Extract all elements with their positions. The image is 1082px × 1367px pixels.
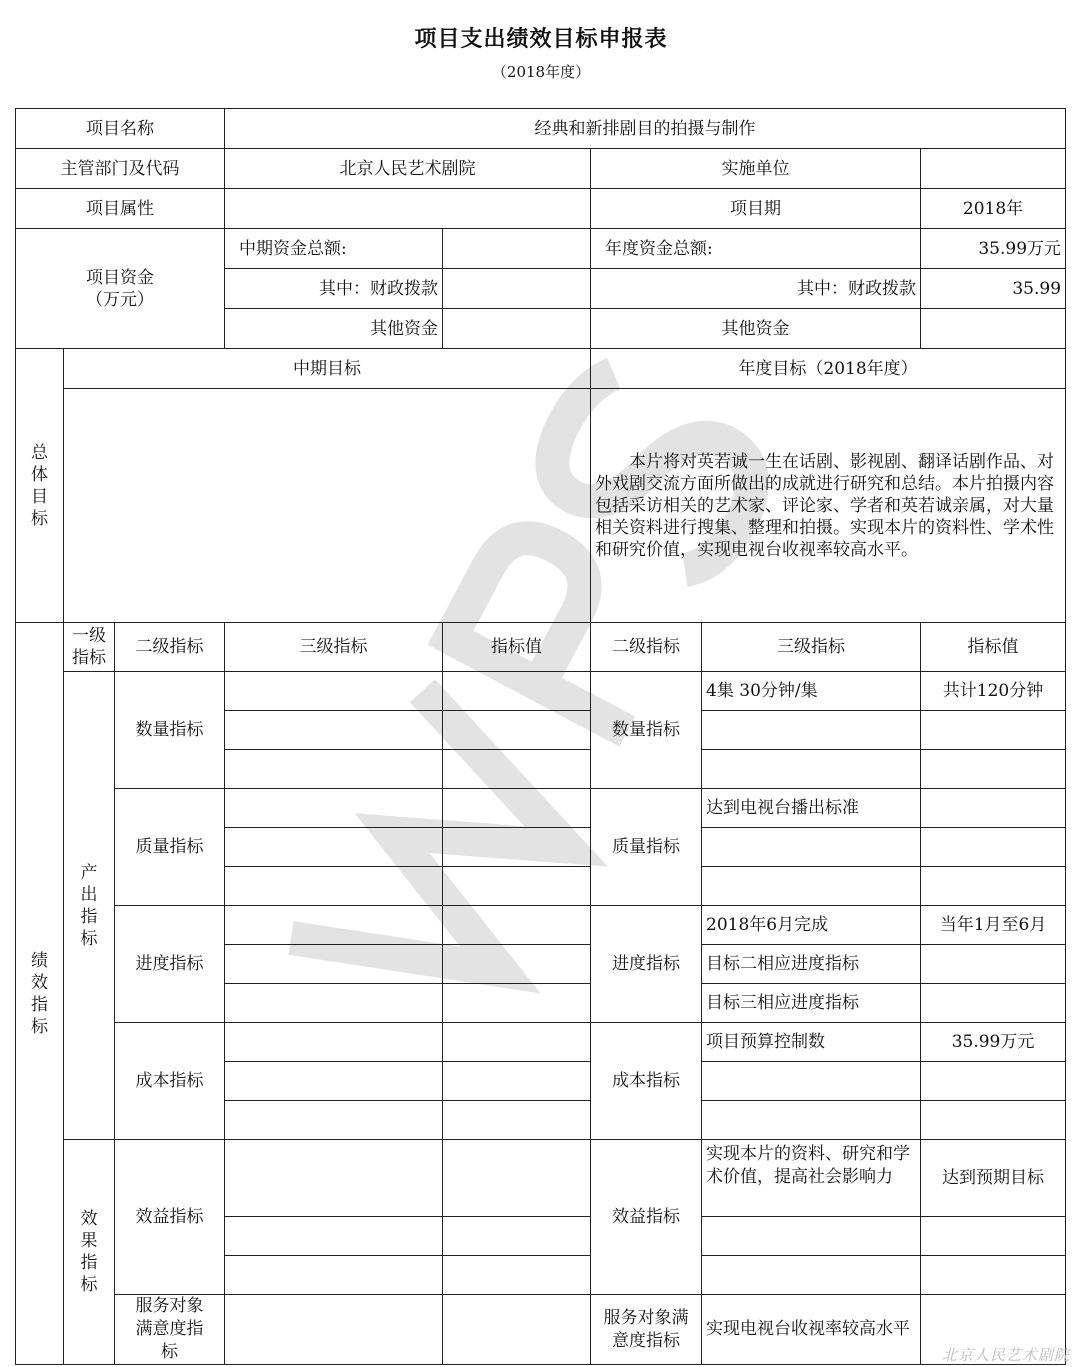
impl-label: 实施单位 xyxy=(591,149,921,189)
cell xyxy=(443,984,591,1023)
cell xyxy=(225,672,443,711)
p2-indicator: 目标二相应进度指标 xyxy=(702,945,921,984)
progress-right: 进度指标 xyxy=(591,906,702,1023)
year-other-label: 其他资金 xyxy=(591,309,921,349)
cell xyxy=(225,1023,443,1062)
mid-goal-text xyxy=(64,389,591,623)
cell xyxy=(921,945,1066,984)
cell xyxy=(225,789,443,828)
cell xyxy=(225,1140,443,1217)
cell xyxy=(443,1217,591,1256)
cell xyxy=(921,789,1066,828)
cell xyxy=(443,867,591,906)
cell xyxy=(921,1217,1066,1256)
year-total-value: 35.99万元 xyxy=(921,229,1066,269)
cell xyxy=(921,711,1066,750)
cell xyxy=(225,867,443,906)
impl-value xyxy=(921,149,1066,189)
ql1-indicator: 达到电视台播出标准 xyxy=(702,789,921,828)
cell xyxy=(443,828,591,867)
p1-indicator: 2018年6月完成 xyxy=(702,906,921,945)
h-level2-left: 二级指标 xyxy=(115,623,225,672)
cost-left: 成本指标 xyxy=(115,1023,225,1140)
mid-fiscal-value xyxy=(443,269,591,309)
cell xyxy=(921,867,1066,906)
cell xyxy=(443,789,591,828)
cell xyxy=(443,1062,591,1101)
dept-label: 主管部门及代码 xyxy=(16,149,225,189)
cell xyxy=(702,1101,921,1140)
period-value: 2018年 xyxy=(921,189,1066,229)
year-other-value xyxy=(921,309,1066,349)
mid-goal-header: 中期目标 xyxy=(64,349,591,389)
benefit-right: 效益指标 xyxy=(591,1140,702,1295)
effect-label: 效果指标 xyxy=(64,1140,115,1365)
cell xyxy=(921,1256,1066,1295)
cell xyxy=(921,828,1066,867)
project-name-label: 项目名称 xyxy=(16,109,225,149)
benefit-left: 效益指标 xyxy=(115,1140,225,1295)
cell xyxy=(702,711,921,750)
project-name-value: 经典和新排剧目的拍摄与制作 xyxy=(225,109,1066,149)
attr-label: 项目属性 xyxy=(16,189,225,229)
cell xyxy=(225,750,443,789)
c1-value: 35.99万元 xyxy=(921,1023,1066,1062)
cell xyxy=(443,750,591,789)
cell xyxy=(921,750,1066,789)
cell xyxy=(225,1295,443,1365)
cell xyxy=(225,1062,443,1101)
h-level3-right: 三级指标 xyxy=(702,623,921,672)
cell xyxy=(443,711,591,750)
cell xyxy=(225,1256,443,1295)
mid-fiscal-label: 其中：财政拨款 xyxy=(225,269,443,309)
perf-label: 绩效指标 xyxy=(16,623,64,1365)
year-total-label: 年度资金总额: xyxy=(591,229,921,269)
cell xyxy=(225,945,443,984)
quantity-right: 数量指标 xyxy=(591,672,702,789)
cell xyxy=(225,1101,443,1140)
b1-value: 达到预期目标 xyxy=(921,1140,1066,1217)
mid-other-label: 其他资金 xyxy=(225,309,443,349)
year-goal-text: 本片将对英若诚一生在话剧、影视剧、翻译话剧作品、对外戏剧交流方面所做出的成就进行研究和总结。本片拍摄内容包括采访相关的艺术家、评论家、学者和英若诚亲属，对大量相关资料进行搜集、整理和拍摄。实现本片的资料性、学术性和研究价值，实现电视台收视率较高水平。 xyxy=(591,389,1066,623)
h-value-left: 指标值 xyxy=(443,623,591,672)
cell xyxy=(443,906,591,945)
q1-indicator: 4集 30分钟/集 xyxy=(702,672,921,711)
mid-total-value xyxy=(443,229,591,269)
cell xyxy=(225,711,443,750)
cell xyxy=(225,1217,443,1256)
goals-label: 总体目标 xyxy=(16,349,64,623)
form-title: 项目支出绩效目标申报表 xyxy=(414,26,668,52)
quality-right: 质量指标 xyxy=(591,789,702,906)
theatre-logo: 北京人民艺术剧院 xyxy=(941,1346,1070,1364)
h-level1: 一级指标 xyxy=(64,623,115,672)
cell xyxy=(702,1217,921,1256)
year-fiscal-label: 其中：财政拨款 xyxy=(591,269,921,309)
satisfaction-left: 服务对象满意度指标 xyxy=(115,1295,225,1365)
cell xyxy=(702,828,921,867)
quality-left: 质量指标 xyxy=(115,789,225,906)
cost-right: 成本指标 xyxy=(591,1023,702,1140)
cell xyxy=(443,1101,591,1140)
dept-value: 北京人民艺术剧院 xyxy=(225,149,591,189)
performance-form-table xyxy=(15,108,1066,1365)
year-fiscal-value: 35.99 xyxy=(921,269,1066,309)
cell xyxy=(702,1256,921,1295)
quantity-left: 数量指标 xyxy=(115,672,225,789)
b1-indicator: 实现本片的资料、研究和学术价值，提高社会影响力 xyxy=(702,1140,921,1217)
period-label: 项目期 xyxy=(591,189,921,229)
s1-indicator: 实现电视台收视率较高水平 xyxy=(702,1295,921,1365)
cell xyxy=(702,750,921,789)
cell xyxy=(702,867,921,906)
cell xyxy=(225,984,443,1023)
p1-value: 当年1月至6月 xyxy=(921,906,1066,945)
mid-other-value xyxy=(443,309,591,349)
cell xyxy=(443,1295,591,1365)
cell xyxy=(921,1101,1066,1140)
year-goal-header: 年度目标（2018年度） xyxy=(591,349,1066,389)
cell xyxy=(443,1023,591,1062)
cell xyxy=(443,672,591,711)
attr-value xyxy=(225,189,591,229)
cell xyxy=(225,906,443,945)
form-subtitle: （2018年度） xyxy=(491,63,591,81)
cell xyxy=(443,1256,591,1295)
p3-indicator: 目标三相应进度指标 xyxy=(702,984,921,1023)
cell xyxy=(443,1140,591,1217)
progress-left: 进度指标 xyxy=(115,906,225,1023)
satisfaction-right: 服务对象满意度指标 xyxy=(591,1295,702,1365)
h-value-right: 指标值 xyxy=(921,623,1066,672)
cell xyxy=(921,984,1066,1023)
cell xyxy=(443,945,591,984)
c1-indicator: 项目预算控制数 xyxy=(702,1023,921,1062)
cell xyxy=(702,1062,921,1101)
mid-total-label: 中期资金总额: xyxy=(225,229,443,269)
h-level3-left: 三级指标 xyxy=(225,623,443,672)
funds-label: 项目资金 （万元） xyxy=(16,229,225,349)
output-label: 产出指标 xyxy=(64,672,115,1140)
cell xyxy=(225,828,443,867)
q1-value: 共计120分钟 xyxy=(921,672,1066,711)
h-level2-right: 二级指标 xyxy=(591,623,702,672)
cell xyxy=(921,1062,1066,1101)
